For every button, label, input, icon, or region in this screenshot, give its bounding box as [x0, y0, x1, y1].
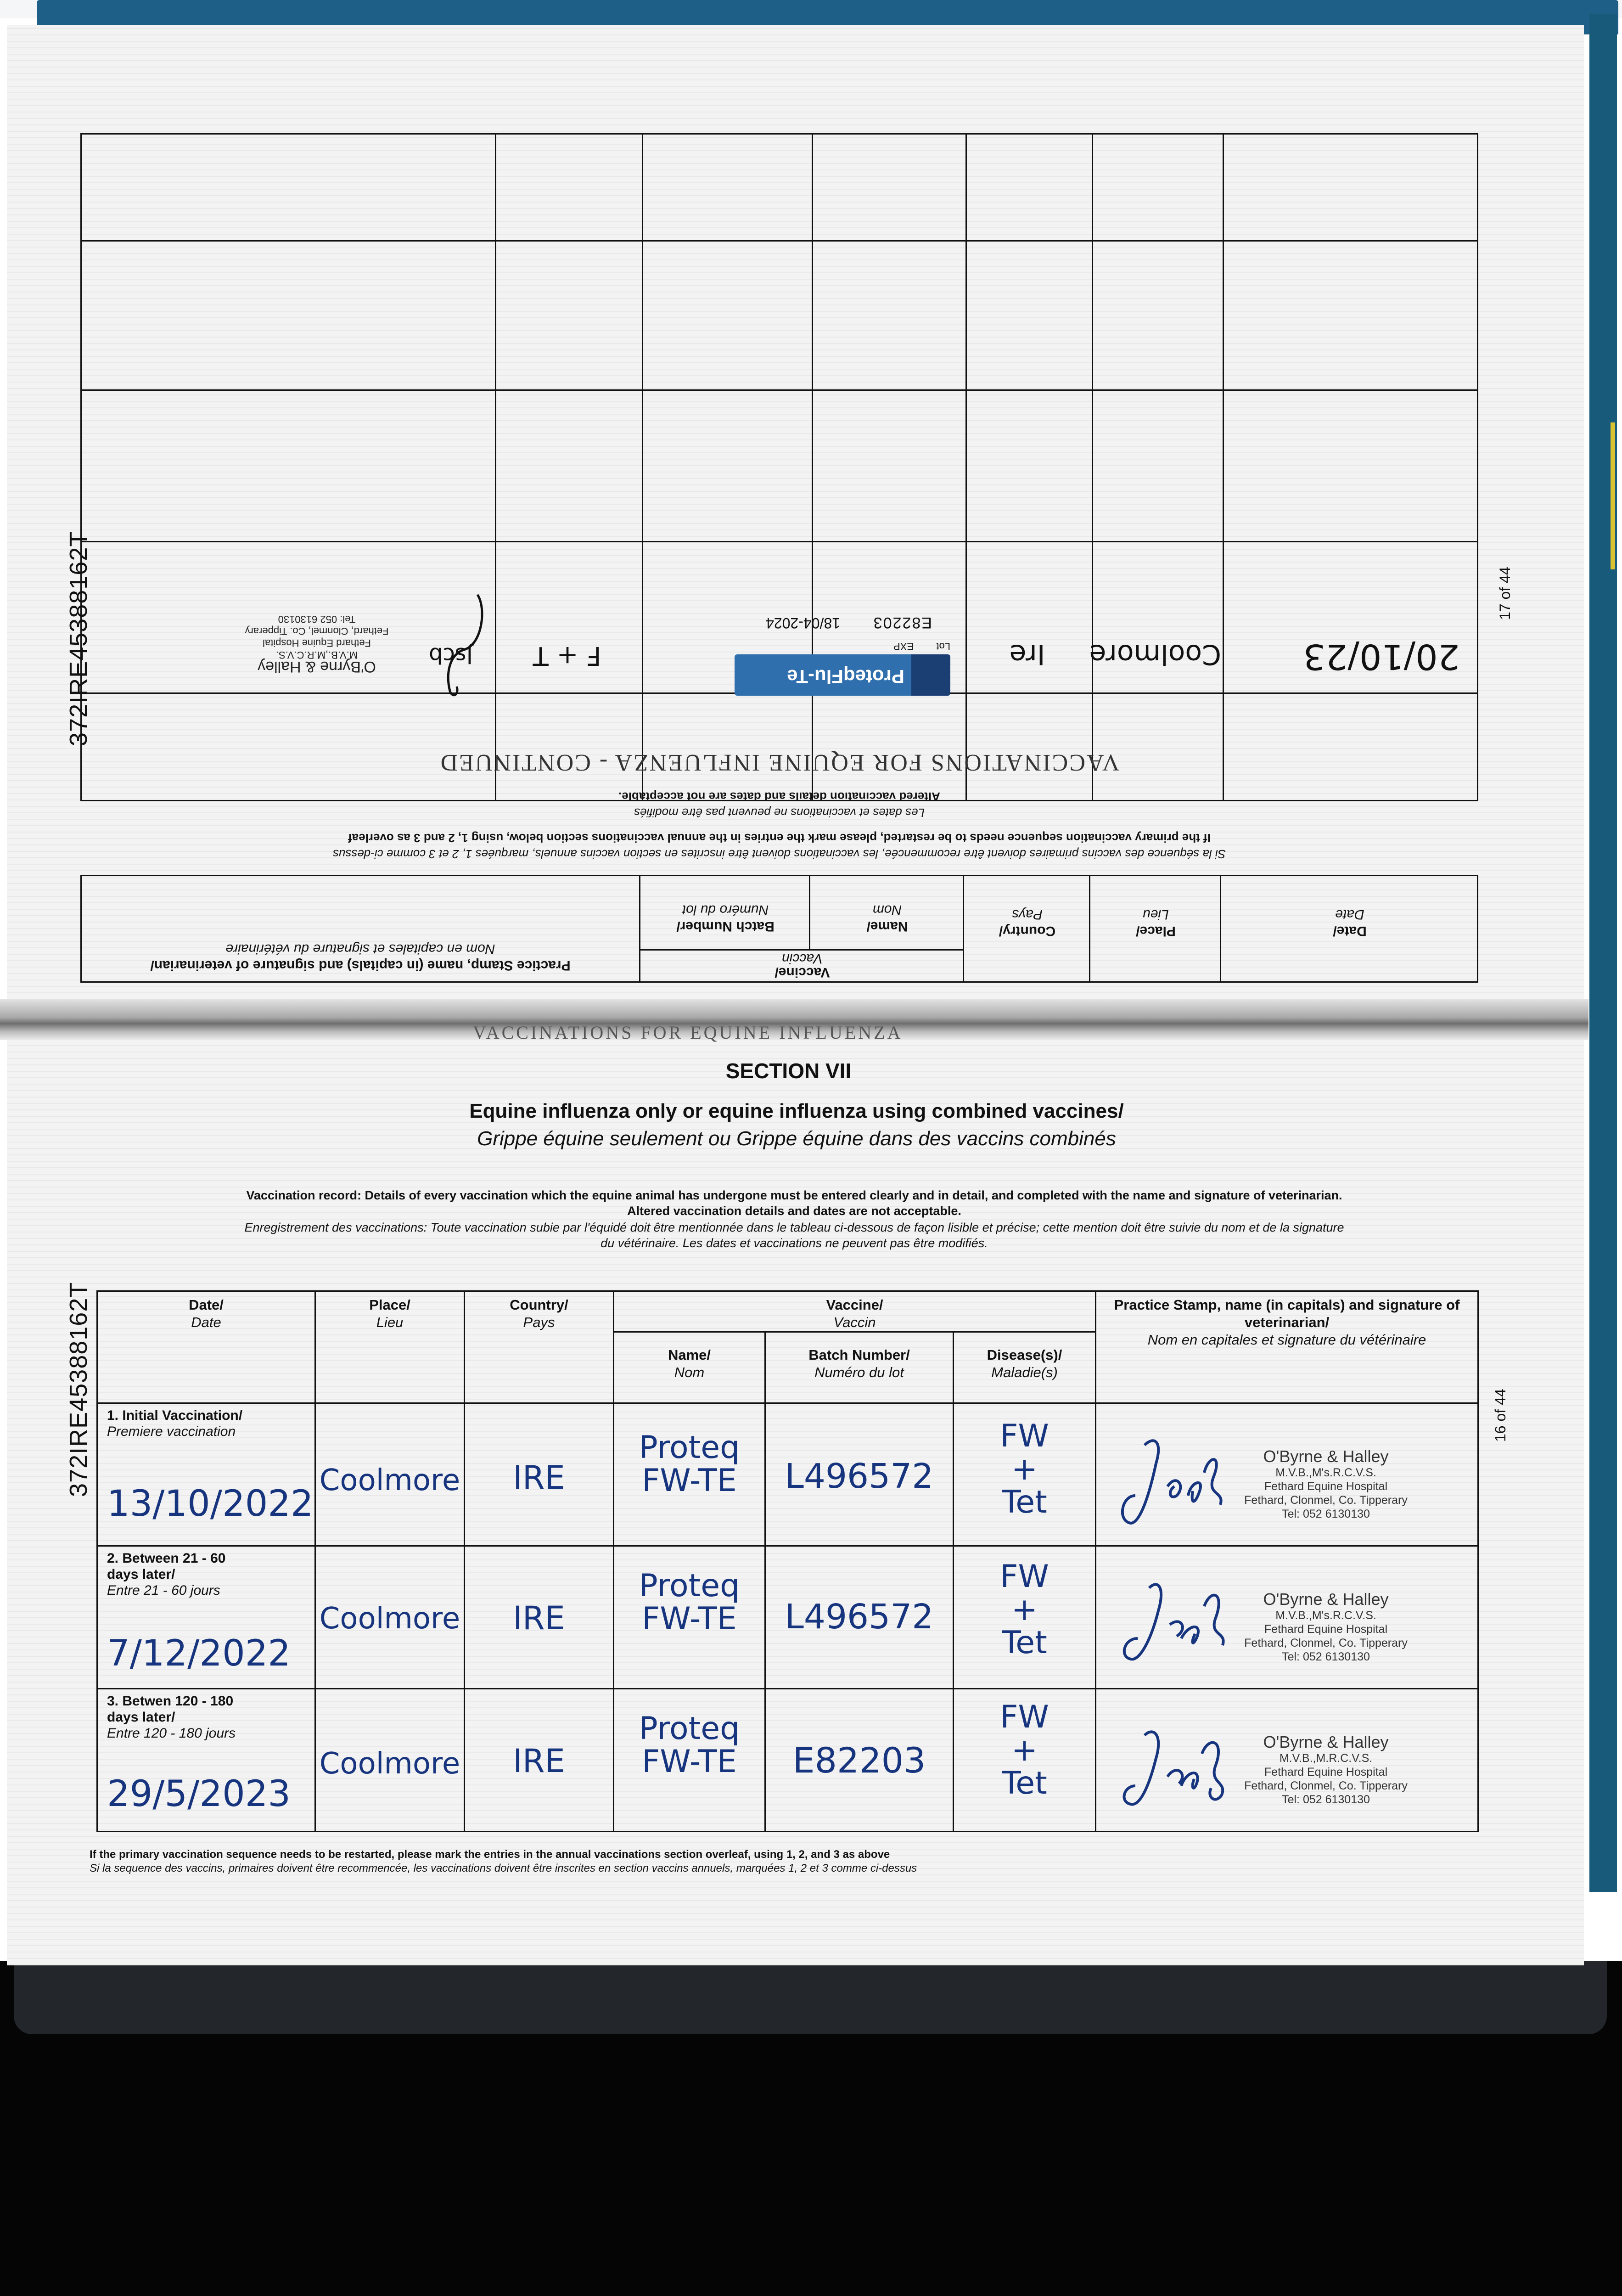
top-entry-place: Coolmore — [1089, 638, 1221, 670]
row-vaccine-name: Proteq — [639, 1429, 740, 1466]
bookmark-edge — [1611, 422, 1615, 569]
row-disease-2: Tet — [1002, 1625, 1047, 1661]
top-section-title: VACCINATIONS FOR EQUINE INFLUENZA - CONTINUED — [439, 749, 1120, 776]
row-vaccine-name-2: FW-TE — [642, 1601, 737, 1637]
row-signature — [1112, 1427, 1232, 1532]
passport-cover-side — [1589, 14, 1617, 1892]
header-date-cell: Date/ Date — [97, 1291, 315, 1403]
top-entry-cells — [80, 583, 1478, 705]
header-date: Date/ — [1333, 923, 1367, 939]
header-vaccine-fr: Vaccin — [782, 951, 823, 966]
header-batch-fr: Numéro du lot — [682, 902, 769, 917]
bottom-page-number: 16 of 44 — [1492, 1389, 1509, 1442]
row-disease: FW — [1000, 1559, 1049, 1595]
row-label: 1. Initial Vaccination/ — [107, 1408, 243, 1423]
vaccine-lot-label: Lot — [936, 641, 950, 652]
row-disease-2: Tet — [1002, 1484, 1047, 1520]
header-name: Name/ — [866, 919, 908, 934]
row-disease-plus: + — [1011, 1451, 1038, 1487]
row-signature — [1112, 1570, 1232, 1675]
table-row — [97, 1689, 1478, 1832]
top-notice-fr: Les dates et vaccinations ne peuvent pas être modifiés — [634, 806, 925, 820]
header-vaccine-cell: Vaccine/ Vaccin — [614, 1291, 1096, 1332]
header-place-fr: Lieu — [1143, 907, 1169, 922]
table-row — [97, 1403, 1478, 1546]
header-batch: Batch Number/ — [676, 919, 775, 934]
row-place: Coolmore — [319, 1463, 460, 1497]
row-vaccine-name-2: FW-TE — [642, 1744, 737, 1780]
header-disease-cell: Disease(s)/ Maladie(s) — [954, 1332, 1096, 1403]
row-signature — [1112, 1712, 1232, 1818]
row-disease-plus: + — [1011, 1732, 1038, 1768]
row-date: 13/10/2022 — [107, 1483, 314, 1525]
row-country: IRE — [513, 1742, 565, 1780]
top-restart-en: If the primary vaccination sequence needs to be restarted, please mark the entries in the annual vaccinations section below, using 1, 2 and 3 as overleaf — [348, 831, 1211, 845]
top-document-id: 372IRE45388162T — [65, 531, 92, 746]
header-place: Place/ — [1136, 923, 1176, 939]
table-row — [97, 1546, 1478, 1689]
subtitle-fr: Grippe équine seulement ou Grippe équine dans des vaccins combinés — [477, 1127, 1116, 1150]
row-stamp: O'Byrne & Halley M.V.B.,M.R.C.V.S. Fethard Equine Hospital Fethard, Clonmel, Co. Tipperary Tel: 052 6130130 — [1244, 1733, 1408, 1806]
header-vaccine: Vaccine/ — [775, 965, 830, 980]
vaccine-exp-label: EXP — [893, 641, 914, 652]
record-en-2: Altered vaccination details and dates are not acceptable. — [627, 1204, 961, 1218]
row-disease: FW — [1000, 1418, 1049, 1454]
row-place: Coolmore — [319, 1602, 460, 1636]
top-page-header — [80, 698, 1478, 983]
row-vaccine-name: Proteq — [639, 1568, 740, 1604]
vaccine-expiry: 18/04-2024 — [766, 615, 840, 631]
row-date: 7/12/2022 — [107, 1633, 291, 1674]
row-disease: FW — [1000, 1699, 1049, 1735]
vaccine-sticker — [730, 590, 950, 696]
header-stamp: Practice Stamp, name (in capitals) and signature of veterinarian/ — [150, 958, 571, 973]
row-stamp: O'Byrne & Halley M.V.B.,M's.R.C.V.S. Fethard Equine Hospital Fethard, Clonmel, Co. Tipperary Tel: 052 6130130 — [1244, 1590, 1408, 1663]
row-batch: L496572 — [785, 1597, 934, 1637]
header-name-cell: Name/ Nom — [614, 1332, 765, 1403]
section-title: SECTION VII — [725, 1059, 852, 1083]
header-country-fr: Pays — [1012, 907, 1043, 922]
subtitle-en: Equine influenza only or equine influenza using combined vaccines/ — [469, 1100, 1124, 1122]
row-label-fr: Premiere vaccination — [107, 1424, 236, 1439]
row-batch: E82203 — [792, 1740, 926, 1781]
row-vaccine-name: Proteq — [639, 1711, 740, 1747]
header-stamp-cell: Practice Stamp, name (in capitals) and signature of veterinarian/ Nom en capitales et signature du vétérinaire — [1096, 1291, 1478, 1403]
header-batch-cell: Batch Number/ Numéro du lot — [765, 1332, 954, 1403]
row-label-fr: Entre 21 - 60 jours — [107, 1583, 220, 1598]
row-date: 29/5/2023 — [107, 1773, 291, 1815]
row-vaccine-name-2: FW-TE — [642, 1463, 737, 1499]
header-name-fr: Nom — [872, 902, 902, 917]
row-disease-2: Tet — [1002, 1765, 1047, 1801]
vaccine-brand: ProteqFlu-Te — [787, 666, 904, 687]
top-notice-en: Altered vaccination details and dates are not acceptable. — [618, 790, 940, 804]
record-fr-2: du vétérinaire. Les dates et vaccinations ne peuvent pas être modifiés. — [601, 1236, 988, 1250]
row-country: IRE — [513, 1459, 565, 1497]
header-stamp-fr: Nom en capitales et signature du vétérinaire — [225, 941, 495, 957]
row-disease-plus: + — [1011, 1592, 1038, 1628]
top-page-number: 17 of 44 — [1497, 567, 1513, 620]
header-country: Country/ — [999, 923, 1056, 939]
top-entry-date: 20/10/23 — [1303, 636, 1460, 677]
row-stamp: O'Byrne & Halley M.V.B.,M's.R.C.V.S. Fethard Equine Hospital Fethard, Clonmel, Co. Tipperary Tel: 052 6130130 — [1244, 1447, 1408, 1520]
top-stamp: O'Byrne & Halley M.V.B.,M.R.C.V.S. Fethard Equine Hospital Fethard, Clonmel, Co. Tipperary Tel: 052 6130130 — [245, 613, 389, 675]
header-date-fr: Date — [1335, 907, 1364, 922]
record-en: Vaccination record: Details of every vaccination which the equine animal has undergone must be entered clearly and in detail, and completed with the name and signature of veterinarian. — [246, 1188, 1342, 1202]
top-restart-fr: Si la séquence des vaccins primaires doivent être recommencée, les vaccinations doivent être inscrites en section vaccins annuels, marquées 1, 2 et 3 comme ci-dessus — [332, 847, 1226, 861]
top-signature-text: Jscb — [428, 642, 473, 668]
vaccination-table — [96, 1290, 1479, 1832]
vaccine-batch: E82203 — [872, 614, 932, 631]
top-entry-disease: F + T — [533, 641, 601, 670]
bottom-document-id: 372IRE45388162T — [65, 1282, 92, 1497]
row-place: Coolmore — [319, 1747, 460, 1781]
row-batch: L496572 — [785, 1457, 934, 1496]
row-label: 3. Betwen 120 - 180 days later/ — [107, 1694, 234, 1725]
record-fr: Enregistrement des vaccinations: Toute vaccination subie par l'équidé doit être mentionnée dans le tableau ci-dessous de façon lisible et précise; cette mention doit être suivie du nom et de la signature — [244, 1221, 1344, 1234]
row-country: IRE — [513, 1599, 565, 1637]
footer-fr: Si la sequence des vaccins, primaires doivent être recommencée, les vaccinations doivent être inscrites en section vaccins annuels, marquées 1, 2 et 3 comme ci-dessus — [90, 1862, 917, 1874]
header-place-cell: Place/ Lieu — [315, 1291, 465, 1403]
passport-cover-bottom — [14, 1961, 1607, 2034]
section-band: VACCINATIONS FOR EQUINE INFLUENZA — [473, 1022, 903, 1043]
row-label: 2. Between 21 - 60 days later/ — [107, 1551, 226, 1582]
footer-en: If the primary vaccination sequence needs to be restarted, please mark the entries in the annual vaccinations section overleaf, using 1, 2, and 3 as above — [90, 1848, 890, 1861]
top-entry-country: Ire — [1009, 638, 1045, 670]
row-label-fr: Entre 120 - 180 jours — [107, 1726, 236, 1741]
header-country-cell: Country/ Pays — [465, 1291, 614, 1403]
